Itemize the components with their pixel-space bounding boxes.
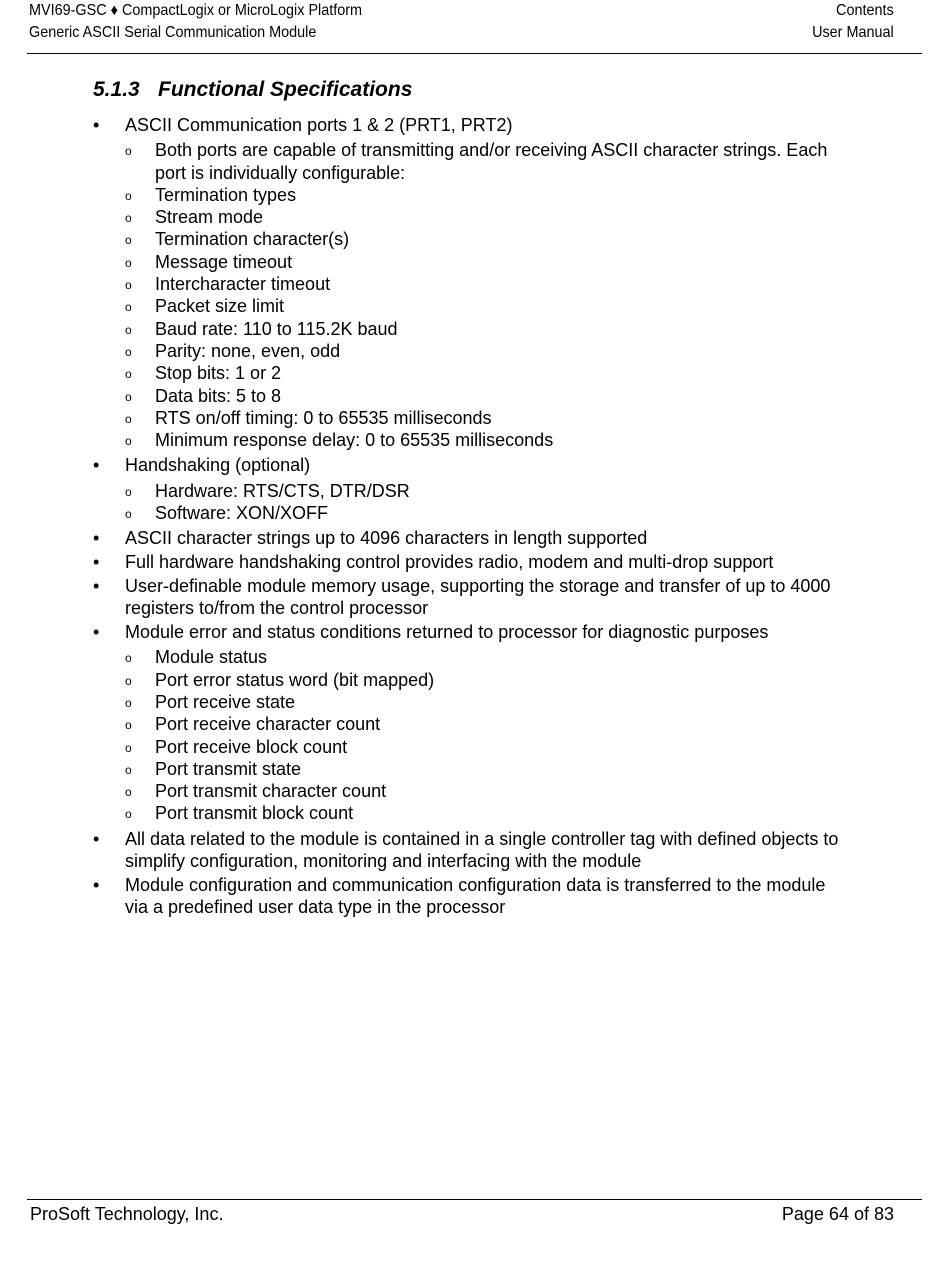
sub-list xyxy=(125,646,853,824)
sub-list-item xyxy=(125,502,853,524)
list-item xyxy=(93,454,853,524)
list-item-text: Handshaking (optional) xyxy=(125,455,311,476)
sub-list-item-text: Port transmit state xyxy=(155,758,302,779)
list-item xyxy=(93,551,853,573)
sub-list-item-text: Port receive block count xyxy=(155,736,348,757)
section-number: 5.1.3 xyxy=(93,78,140,101)
list-item-text: User-definable module memory usage, supporting the storage and transfer of up to 4000 registers to/from the control processor xyxy=(125,575,831,619)
circle-bullet-icon: o xyxy=(125,718,132,733)
circle-bullet-icon: o xyxy=(125,211,132,226)
sub-list-item-text: Port receive state xyxy=(155,691,296,712)
bullet-icon: • xyxy=(93,455,100,476)
sub-list-item xyxy=(125,362,853,384)
sub-list-item xyxy=(125,758,853,780)
sub-list-item xyxy=(125,318,853,340)
circle-bullet-icon: o xyxy=(125,484,132,499)
sub-list-item-text: Termination character(s) xyxy=(155,229,350,250)
header-right xyxy=(812,0,894,44)
sub-list-item-text: Packet size limit xyxy=(155,296,285,317)
circle-bullet-icon: o xyxy=(125,507,132,522)
sub-list-item xyxy=(125,780,853,802)
list-item xyxy=(93,828,853,873)
circle-bullet-icon: o xyxy=(125,344,132,359)
list-item-text: Module error and status conditions returned to processor for diagnostic purposes xyxy=(125,622,769,643)
sub-list xyxy=(125,480,853,525)
list-item xyxy=(93,575,853,620)
circle-bullet-icon: o xyxy=(125,188,132,203)
list-item-text: Module configuration and communication configuration data is transferred to the module via a predefined user data type in the processor xyxy=(125,874,826,918)
sub-list-item-text: Port receive character count xyxy=(155,714,381,735)
sub-list-item xyxy=(125,480,853,502)
header-document-type: User Manual xyxy=(812,24,894,41)
sub-list-item xyxy=(125,139,853,184)
circle-bullet-icon: o xyxy=(125,807,132,822)
sub-list-item-text: RTS on/off timing: 0 to 65535 milliseconds xyxy=(155,407,492,428)
list-item xyxy=(93,621,853,825)
bullet-icon: • xyxy=(93,575,100,596)
sub-list-item xyxy=(125,429,853,451)
bullet-icon: • xyxy=(93,874,100,895)
sub-list-item xyxy=(125,646,853,668)
sub-list-item-text: Port error status word (bit mapped) xyxy=(155,669,435,690)
sub-list-item xyxy=(125,407,853,429)
list-item-text: All data related to the module is contained in a single controller tag with defined objects to simplify configuration, monitoring and interfacing with the module xyxy=(125,828,839,871)
bullet-icon: • xyxy=(93,622,100,643)
circle-bullet-icon: o xyxy=(125,389,132,404)
sub-list-item xyxy=(125,295,853,317)
section-title: Functional Specifications xyxy=(158,78,413,101)
sub-list-item xyxy=(125,206,853,228)
header-product-title: MVI69-GSC ♦ CompactLogix or MicroLogix Platform xyxy=(29,2,363,19)
sub-list-item xyxy=(125,184,853,206)
circle-bullet-icon: o xyxy=(125,367,132,382)
header-product-subtitle: Generic ASCII Serial Communication Module xyxy=(29,24,317,41)
sub-list-item-text: Hardware: RTS/CTS, DTR/DSR xyxy=(155,480,410,501)
sub-list-item-text: Parity: none, even, odd xyxy=(155,340,341,361)
circle-bullet-icon: o xyxy=(125,673,132,688)
bullet-icon: • xyxy=(93,828,100,849)
bullet-icon: • xyxy=(93,528,100,549)
sub-list-item xyxy=(125,340,853,362)
sub-list-item-text: Message timeout xyxy=(155,251,293,272)
sub-list-item-text: Stream mode xyxy=(155,207,264,228)
circle-bullet-icon: o xyxy=(125,695,132,710)
list-item-text: Full hardware handshaking control provides radio, modem and multi-drop support xyxy=(125,552,774,573)
list-item xyxy=(93,114,853,451)
list-item xyxy=(93,874,853,919)
sub-list-item-text: Module status xyxy=(155,647,268,668)
sub-list-item xyxy=(125,713,853,735)
sub-list-item xyxy=(125,385,853,407)
sub-list-item xyxy=(125,273,853,295)
header-section-name: Contents xyxy=(836,2,894,19)
circle-bullet-icon: o xyxy=(125,278,132,293)
circle-bullet-icon: o xyxy=(125,411,132,426)
sub-list-item-text: Port transmit block count xyxy=(155,803,354,824)
sub-list-item xyxy=(125,251,853,273)
circle-bullet-icon: o xyxy=(125,233,132,248)
circle-bullet-icon: o xyxy=(125,434,132,449)
sub-list-item-text: Termination types xyxy=(155,184,297,205)
circle-bullet-icon: o xyxy=(125,762,132,777)
sub-list-item-text: Both ports are capable of transmitting and/or receiving ASCII character strings. Each port is individually configurable: xyxy=(155,140,828,183)
footer-page-number: Page 64 of 83 xyxy=(781,1204,894,1224)
spec-list-container xyxy=(93,114,853,920)
section-heading xyxy=(93,77,412,103)
header-divider xyxy=(27,53,922,54)
sub-list-item-text: Baud rate: 110 to 115.2K baud xyxy=(155,318,398,339)
bullet-icon: • xyxy=(93,552,100,573)
header-left xyxy=(29,0,362,44)
circle-bullet-icon: o xyxy=(125,144,132,159)
page-header xyxy=(29,0,894,54)
circle-bullet-icon: o xyxy=(125,300,132,315)
sub-list-item xyxy=(125,691,853,713)
list-item-text: ASCII Communication ports 1 & 2 (PRT1, PRT2) xyxy=(125,115,513,135)
circle-bullet-icon: o xyxy=(125,785,132,800)
sub-list-item-text: Software: XON/XOFF xyxy=(155,503,329,524)
sub-list-item-text: Data bits: 5 to 8 xyxy=(155,385,282,406)
sub-list-item xyxy=(125,736,853,758)
list-item-text: ASCII character strings up to 4096 characters in length supported xyxy=(125,528,648,549)
circle-bullet-icon: o xyxy=(125,740,132,755)
bullet-icon: • xyxy=(93,115,100,135)
sub-list-item xyxy=(125,669,853,691)
sub-list-item-text: Minimum response delay: 0 to 65535 milliseconds xyxy=(155,430,554,451)
sub-list-item xyxy=(125,802,853,824)
sub-list-item-text: Intercharacter timeout xyxy=(155,274,331,295)
circle-bullet-icon: o xyxy=(125,255,132,270)
list-item xyxy=(93,527,853,549)
circle-bullet-icon: o xyxy=(125,322,132,337)
footer-divider xyxy=(27,1199,922,1200)
spec-list xyxy=(93,114,853,918)
circle-bullet-icon: o xyxy=(125,651,132,666)
sub-list-item-text: Stop bits: 1 or 2 xyxy=(155,363,282,384)
sub-list xyxy=(125,139,853,451)
footer-company: ProSoft Technology, Inc. xyxy=(30,1204,224,1224)
sub-list-item-text: Port transmit character count xyxy=(155,781,387,802)
sub-list-item xyxy=(125,228,853,250)
